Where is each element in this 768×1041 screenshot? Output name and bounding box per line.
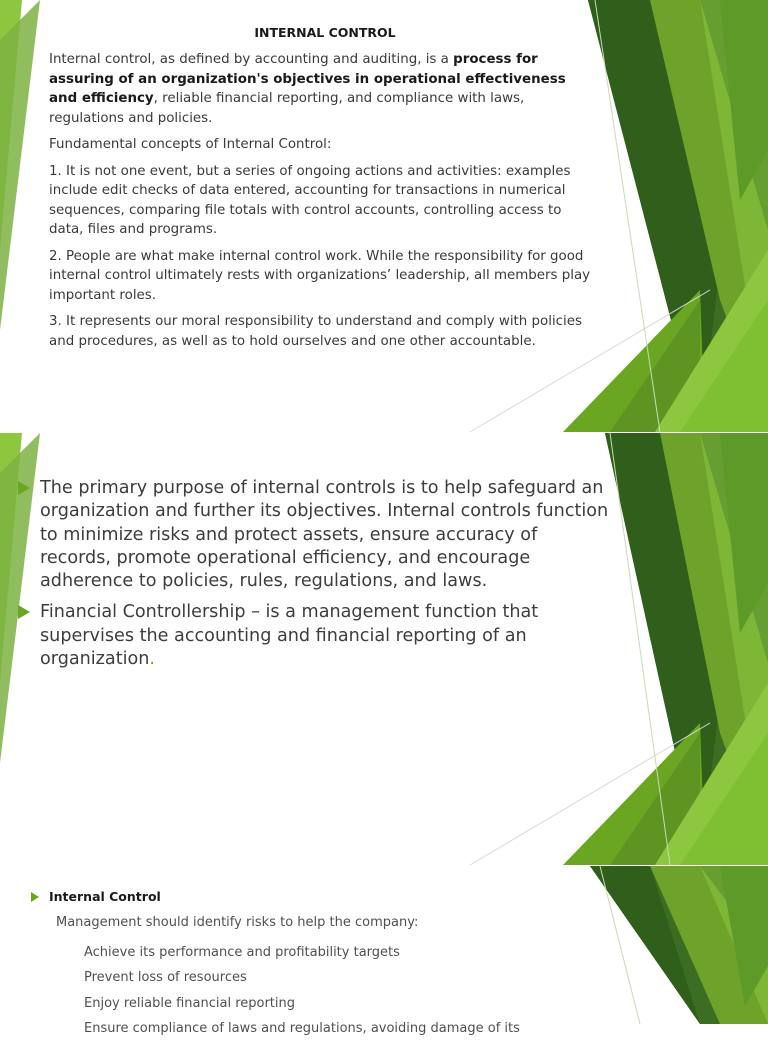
- list-item: Prevent loss of resources: [84, 970, 247, 986]
- intro-text: Internal control, as defined by accounting and auditing, is a: [49, 52, 454, 67]
- triangle-bullet-icon: [18, 481, 30, 495]
- slide-management-risks: [0, 866, 768, 1036]
- triangle-bullet-icon: [18, 605, 30, 619]
- trailing-period: .: [149, 649, 155, 670]
- section-heading: [31, 889, 161, 904]
- slide-internal-control: [0, 0, 768, 432]
- slide-purpose: [0, 433, 768, 865]
- list-item: Ensure compliance of laws and regulations, avoiding damage of its: [84, 1020, 520, 1036]
- bullet-text: Financial Controllership – is a management function that supervises the accounting and financial reporting of an organization: [40, 602, 539, 670]
- list-item: Enjoy reliable financial reporting: [84, 995, 295, 1011]
- risk-list: [84, 940, 520, 1041]
- triangle-bullet-icon: [31, 892, 39, 902]
- intro-text-end: , reliable financial reporting, and compliance with laws, regulations and policies.: [49, 91, 525, 126]
- concepts-heading: Fundamental concepts of Internal Control:: [49, 137, 332, 152]
- intro-emphasis: process for assuring of an organization's objectives in operational effectiveness and efficiency: [49, 52, 566, 106]
- bullet-item: [18, 477, 610, 593]
- section-subheading: Management should identify risks to help the company:: [56, 915, 419, 930]
- concept-item: 1. It is not one event, but a series of ongoing actions and activities: examples include edit checks of data entered, accounting for transactions in numerical sequences, comparing file totals with control accounts, controlling access to data, files and programs.: [49, 163, 571, 237]
- intro-paragraph: [49, 50, 594, 128]
- list-item: Achieve its performance and profitability targets: [84, 945, 400, 960]
- slide-title: INTERNAL CONTROL: [254, 25, 396, 40]
- concept-item: 3. It represents our moral responsibility to understand and comply with policies and procedures, as well as to hold ourselves and one other accountable.: [49, 314, 582, 349]
- concept-item: 2. People are what make internal control work. While the responsibility for good internal control ultimately rests with organizations’ leadership, all members play important roles.: [49, 248, 591, 303]
- bullet-text: The primary purpose of internal controls is to help safeguard an organization and further its objectives. Internal controls function to minimize risks and protect assets, ensure accuracy of records, promote operational efficiency, and encourage adherence to policies, rules, regulations, and laws.: [40, 478, 609, 592]
- slide-body: [18, 477, 610, 679]
- heading-text: Internal Control: [49, 889, 161, 904]
- bullet-item: [18, 601, 610, 671]
- slide-body: [49, 50, 594, 358]
